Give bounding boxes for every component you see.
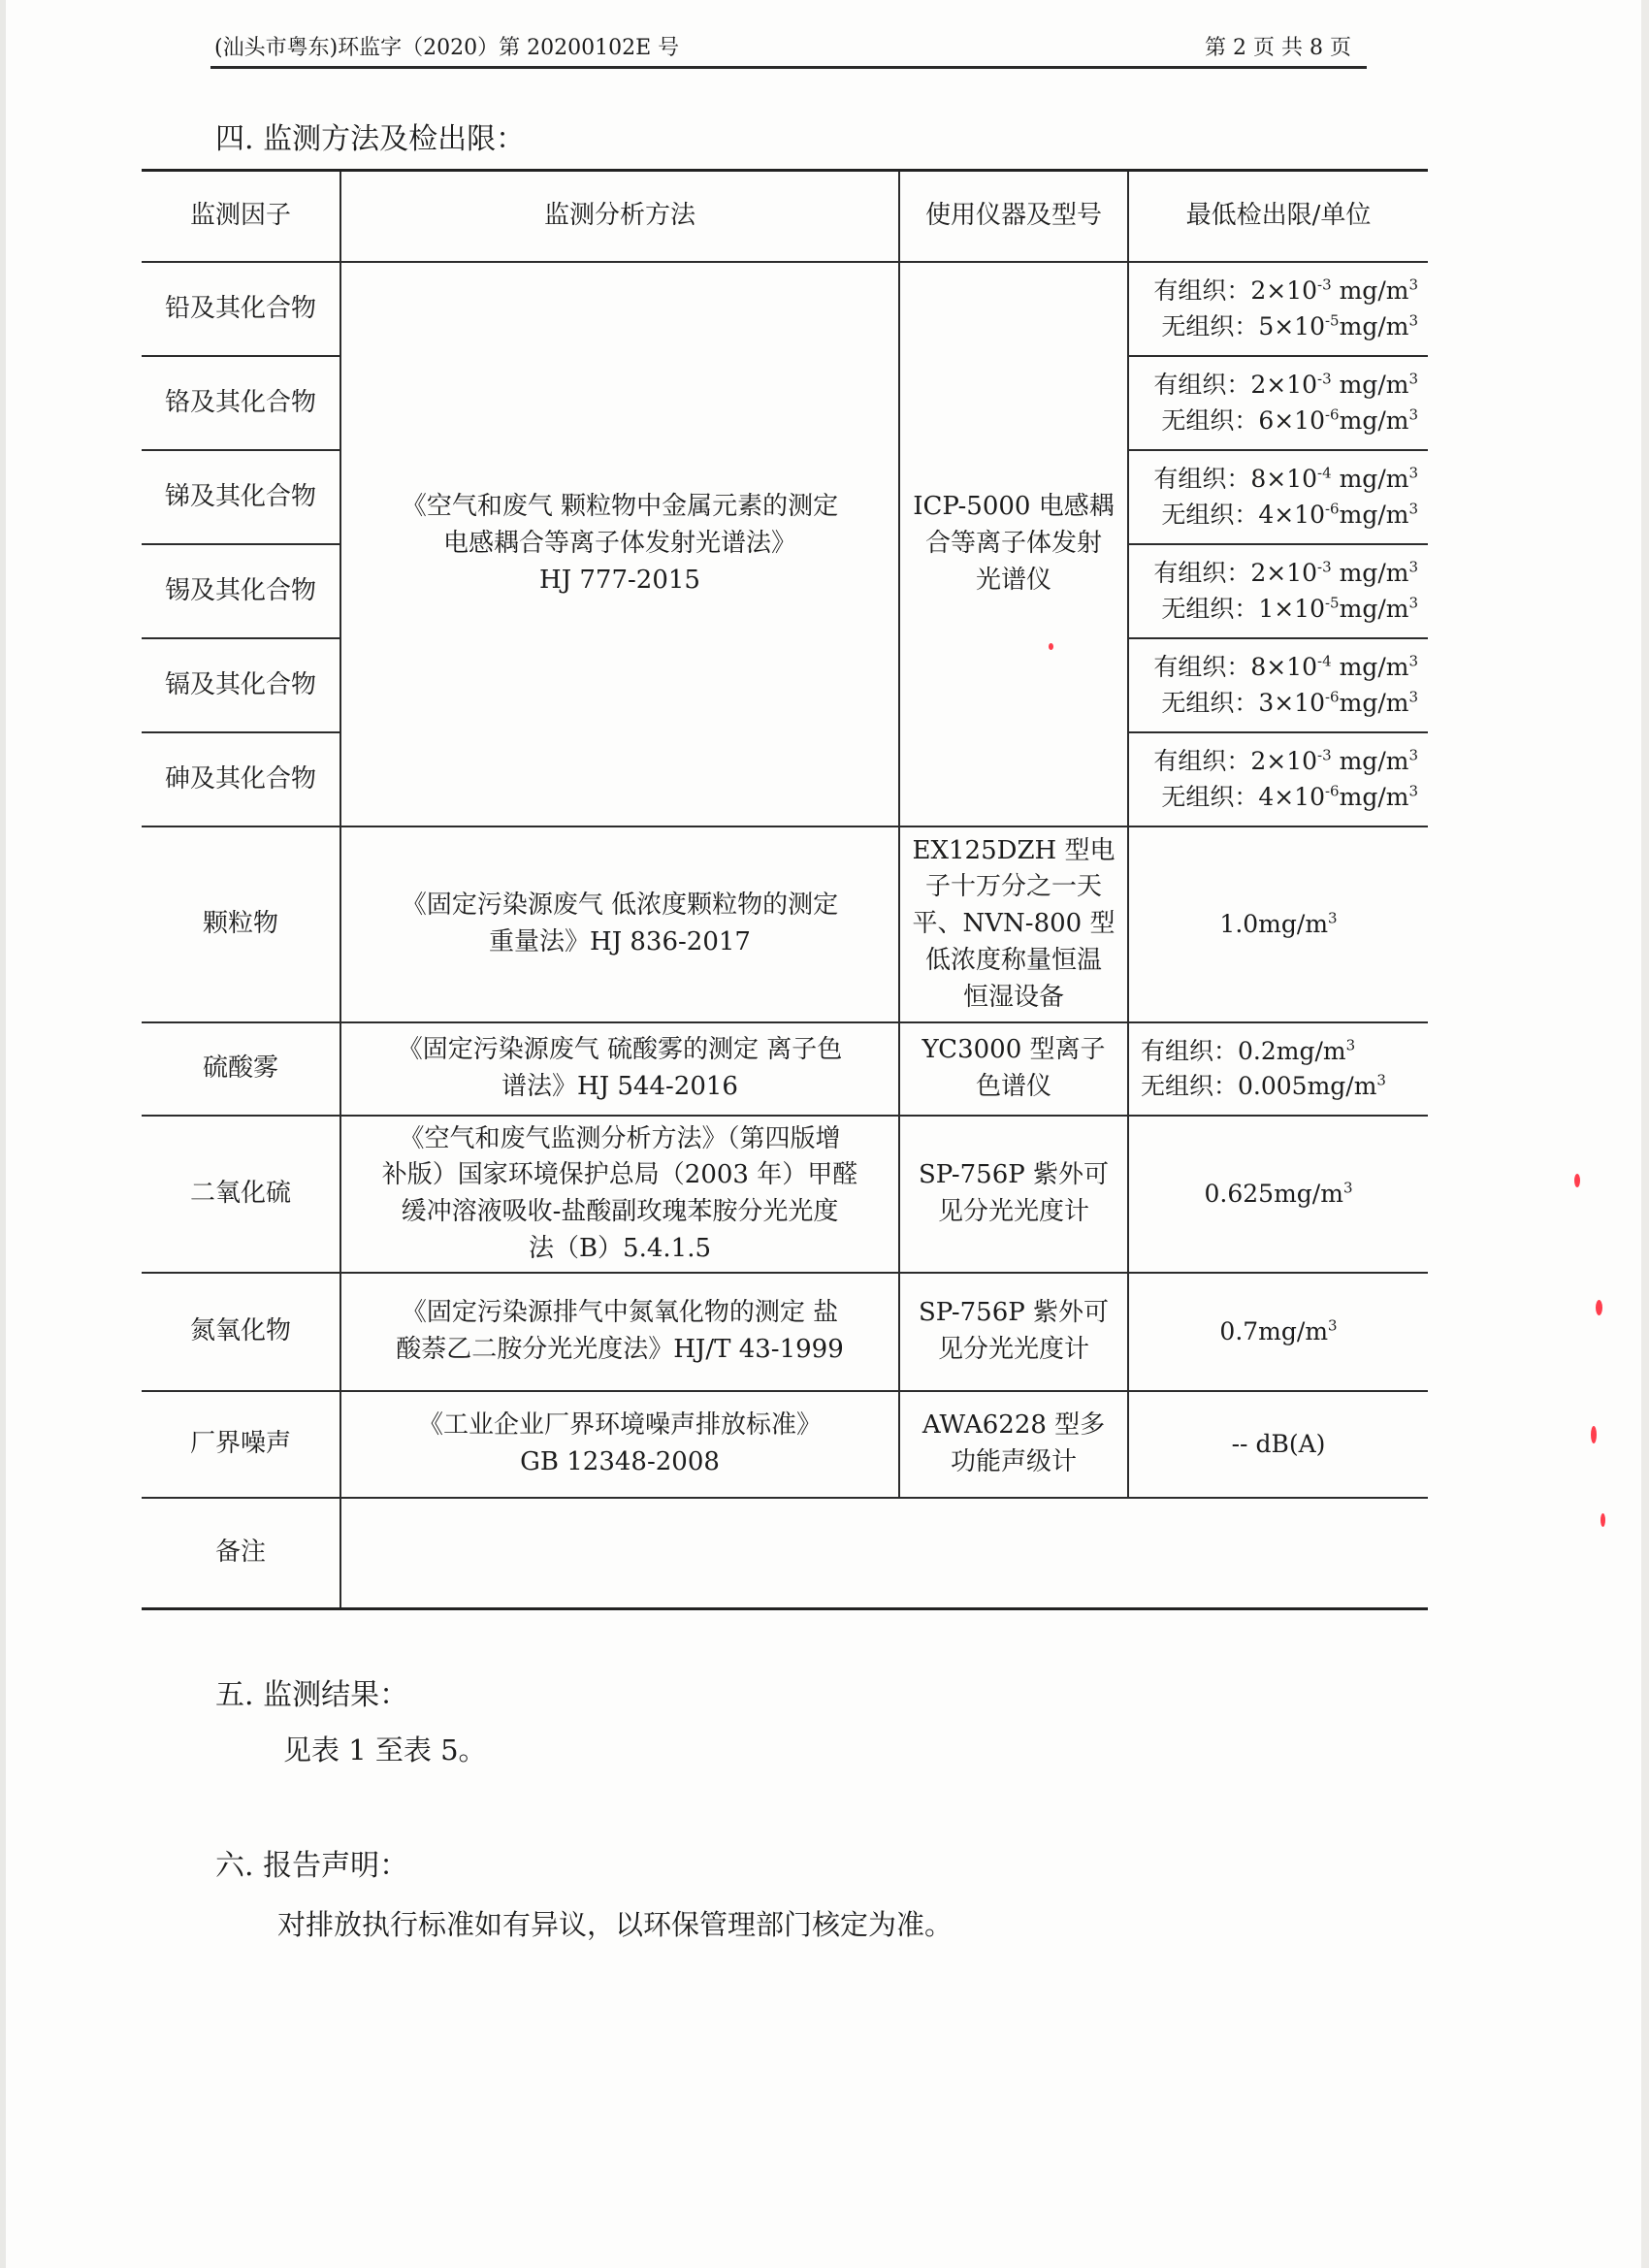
limit-organized: 有组织：$2\times 10^{-3}$ $mg/m^3$ [1153,370,1418,400]
section-4-title: 四. 监测方法及检出限： [215,122,526,156]
limit-organized: 有组织：$8\times 10^{-4}$ $mg/m^3$ [1153,464,1418,494]
limit-value: $0.7mg/m^3$ [1219,1316,1338,1345]
instrument-cell [899,1273,1128,1391]
limit-cell [1128,1391,1428,1498]
instrument-line: AWA6228 型多 [922,1410,1106,1441]
page-header [210,25,1367,69]
method-line: 《空气和废气 颗粒物中金属元素的测定 [401,492,839,522]
method-line: 酸萘乙二胺分光光度法》HJ/T 43-1999 [396,1335,844,1364]
method-line: 《固定污染源废气 硫酸雾的测定 离子色 [397,1035,843,1065]
limit-unorganized: 无组织：$0.005mg/m^3$ [1141,1071,1386,1100]
instrument-line: 平、NVN-800 型 [912,909,1116,939]
red-ink-mark [1574,1174,1580,1187]
table-row [142,262,1428,356]
factor-cell: 锡及其化合物 [142,544,340,638]
limit-value: $0.625mg/m^3$ [1204,1179,1353,1208]
method-cell [340,1273,899,1391]
method-line: 缓冲溶液吸收-盐酸副玫瑰苯胺分光光度 [401,1197,839,1226]
table-row [142,1022,1428,1116]
method-line: 重量法》HJ 836-2017 [489,927,751,956]
method-line: HJ 777-2015 [539,565,700,595]
table-row [142,1116,1428,1273]
limit-organized: 有组织：$2\times 10^{-3}$ $mg/m^3$ [1153,558,1418,588]
table-row-remark [142,1498,1428,1609]
remark-value [340,1498,1428,1609]
col-header-method: 监测分析方法 [340,171,899,263]
method-line: 谱法》HJ 544-2016 [501,1072,738,1101]
limit-organized: 有组织：$2\times 10^{-3}$ $mg/m^3$ [1153,275,1418,306]
limit-cell [1128,826,1428,1022]
instrument-line: 见分光光度计 [937,1335,1089,1364]
factor-cell: 砷及其化合物 [142,732,340,826]
instrument-line: EX125DZH 型电 [912,835,1116,865]
red-ink-mark [1596,1300,1602,1315]
limit-unorganized: 无组织：$6\times 10^{-6}mg/m^3$ [1161,405,1418,435]
method-line: 《固定污染源废气 低浓度颗粒物的测定 [401,891,839,921]
section-6-text: 对排放执行标准如有异议，以环保管理部门核定为准。 [277,1908,954,1941]
instrument-line: YC3000 型离子 [922,1035,1106,1065]
table-row [142,1273,1428,1391]
instrument-line: 色谱仪 [975,1072,1051,1101]
instrument-line: 子十万分之一天 [924,872,1102,902]
method-line: 《工业企业厂界环境噪声排放标准》 [417,1410,822,1441]
limit-cell [1128,262,1428,356]
method-cell [340,1022,899,1116]
instrument-line: 恒湿设备 [962,982,1064,1012]
limit-cell [1128,1022,1428,1116]
limit-cell [1128,450,1428,544]
method-line: 电感耦合等离子体发射光谱法》 [442,529,796,559]
section-5-text: 见表 1 至表 5。 [283,1733,487,1766]
red-ink-mark [1600,1513,1605,1527]
limit-unorganized: 无组织：$1\times 10^{-5}mg/m^3$ [1161,594,1418,623]
col-header-instrument: 使用仪器及型号 [899,171,1128,263]
factor-cell: 氮氧化物 [142,1273,340,1391]
factor-cell: 铅及其化合物 [142,262,340,356]
limit-cell [1128,1116,1428,1273]
red-ink-mark [1591,1426,1597,1443]
method-line: 《空气和废气监测分析方法》（第四版增 [399,1123,841,1153]
instrument-line: 合等离子体发射 [924,529,1102,559]
factor-cell: 二氧化硫 [142,1116,340,1273]
method-cell [340,1116,899,1273]
factor-cell: 镉及其化合物 [142,638,340,732]
factor-cell: 铬及其化合物 [142,356,340,450]
instrument-cell [899,1391,1128,1498]
limit-organized: 有组织：$2\times 10^{-3}$ $mg/m^3$ [1153,746,1418,776]
method-line: 《固定污染源排气中氮氧化物的测定 盐 [401,1298,839,1328]
limit-organized: 有组织：$0.2mg/m^3$ [1141,1036,1356,1065]
limit-organized: 有组织：$8\times 10^{-4}$ $mg/m^3$ [1153,652,1418,682]
instrument-line: 光谱仪 [975,565,1051,595]
table-row [142,826,1428,1022]
method-cell [340,826,899,1022]
limit-unorganized: 无组织：$4\times 10^{-6}mg/m^3$ [1161,500,1418,529]
instrument-cell [899,1022,1128,1116]
instrument-cell [899,1116,1128,1273]
instrument-line: SP-756P 紫外可 [918,1298,1110,1328]
section-6-title: 六. 报告声明： [215,1849,409,1883]
instrument-line: ICP-5000 电感耦 [913,492,1115,522]
instrument-line: 低浓度称量恒温 [924,945,1102,975]
instrument-line: 功能声级计 [950,1447,1077,1476]
monitoring-method-table [142,169,1428,1610]
method-cell [340,262,899,826]
limit-unorganized: 无组织：$3\times 10^{-6}mg/m^3$ [1161,688,1418,717]
col-header-limit: 最低检出限/单位 [1128,171,1428,263]
factor-cell: 厂界噪声 [142,1391,340,1498]
limit-cell [1128,1273,1428,1391]
scan-edge-left [0,0,6,2268]
page-counter: 第 2 页 共 8 页 [1205,36,1351,60]
instrument-line: SP-756P 紫外可 [918,1160,1110,1190]
instrument-cell [899,826,1128,1022]
limit-value: $1.0mg/m^3$ [1219,909,1338,938]
scan-edge-right [1641,0,1649,2268]
instrument-cell [899,262,1128,826]
col-header-factor: 监测因子 [142,171,340,263]
limit-cell [1128,638,1428,732]
limit-cell [1128,544,1428,638]
instrument-line: 见分光光度计 [937,1197,1089,1226]
limit-value: -- dB(A) [1231,1429,1326,1458]
factor-cell: 颗粒物 [142,826,340,1022]
method-line: GB 12348-2008 [520,1447,720,1476]
limit-cell [1128,732,1428,826]
limit-unorganized: 无组织：$5\times 10^{-5}mg/m^3$ [1161,311,1418,340]
remark-label: 备注 [142,1498,340,1609]
table-header-row [142,171,1428,263]
method-line: 法（B）5.4.1.5 [528,1233,712,1263]
factor-cell: 锑及其化合物 [142,450,340,544]
factor-cell: 硫酸雾 [142,1022,340,1116]
method-cell [340,1391,899,1498]
section-5-title: 五. 监测结果： [215,1678,409,1712]
report-number: (汕头市粤东)环监字（2020）第 20200102E 号 [214,36,680,60]
limit-cell [1128,356,1428,450]
table-row [142,1391,1428,1498]
method-line: 补版）国家环境保护总局（2003 年）甲醛 [381,1160,858,1190]
limit-unorganized: 无组织：$4\times 10^{-6}mg/m^3$ [1161,782,1418,811]
